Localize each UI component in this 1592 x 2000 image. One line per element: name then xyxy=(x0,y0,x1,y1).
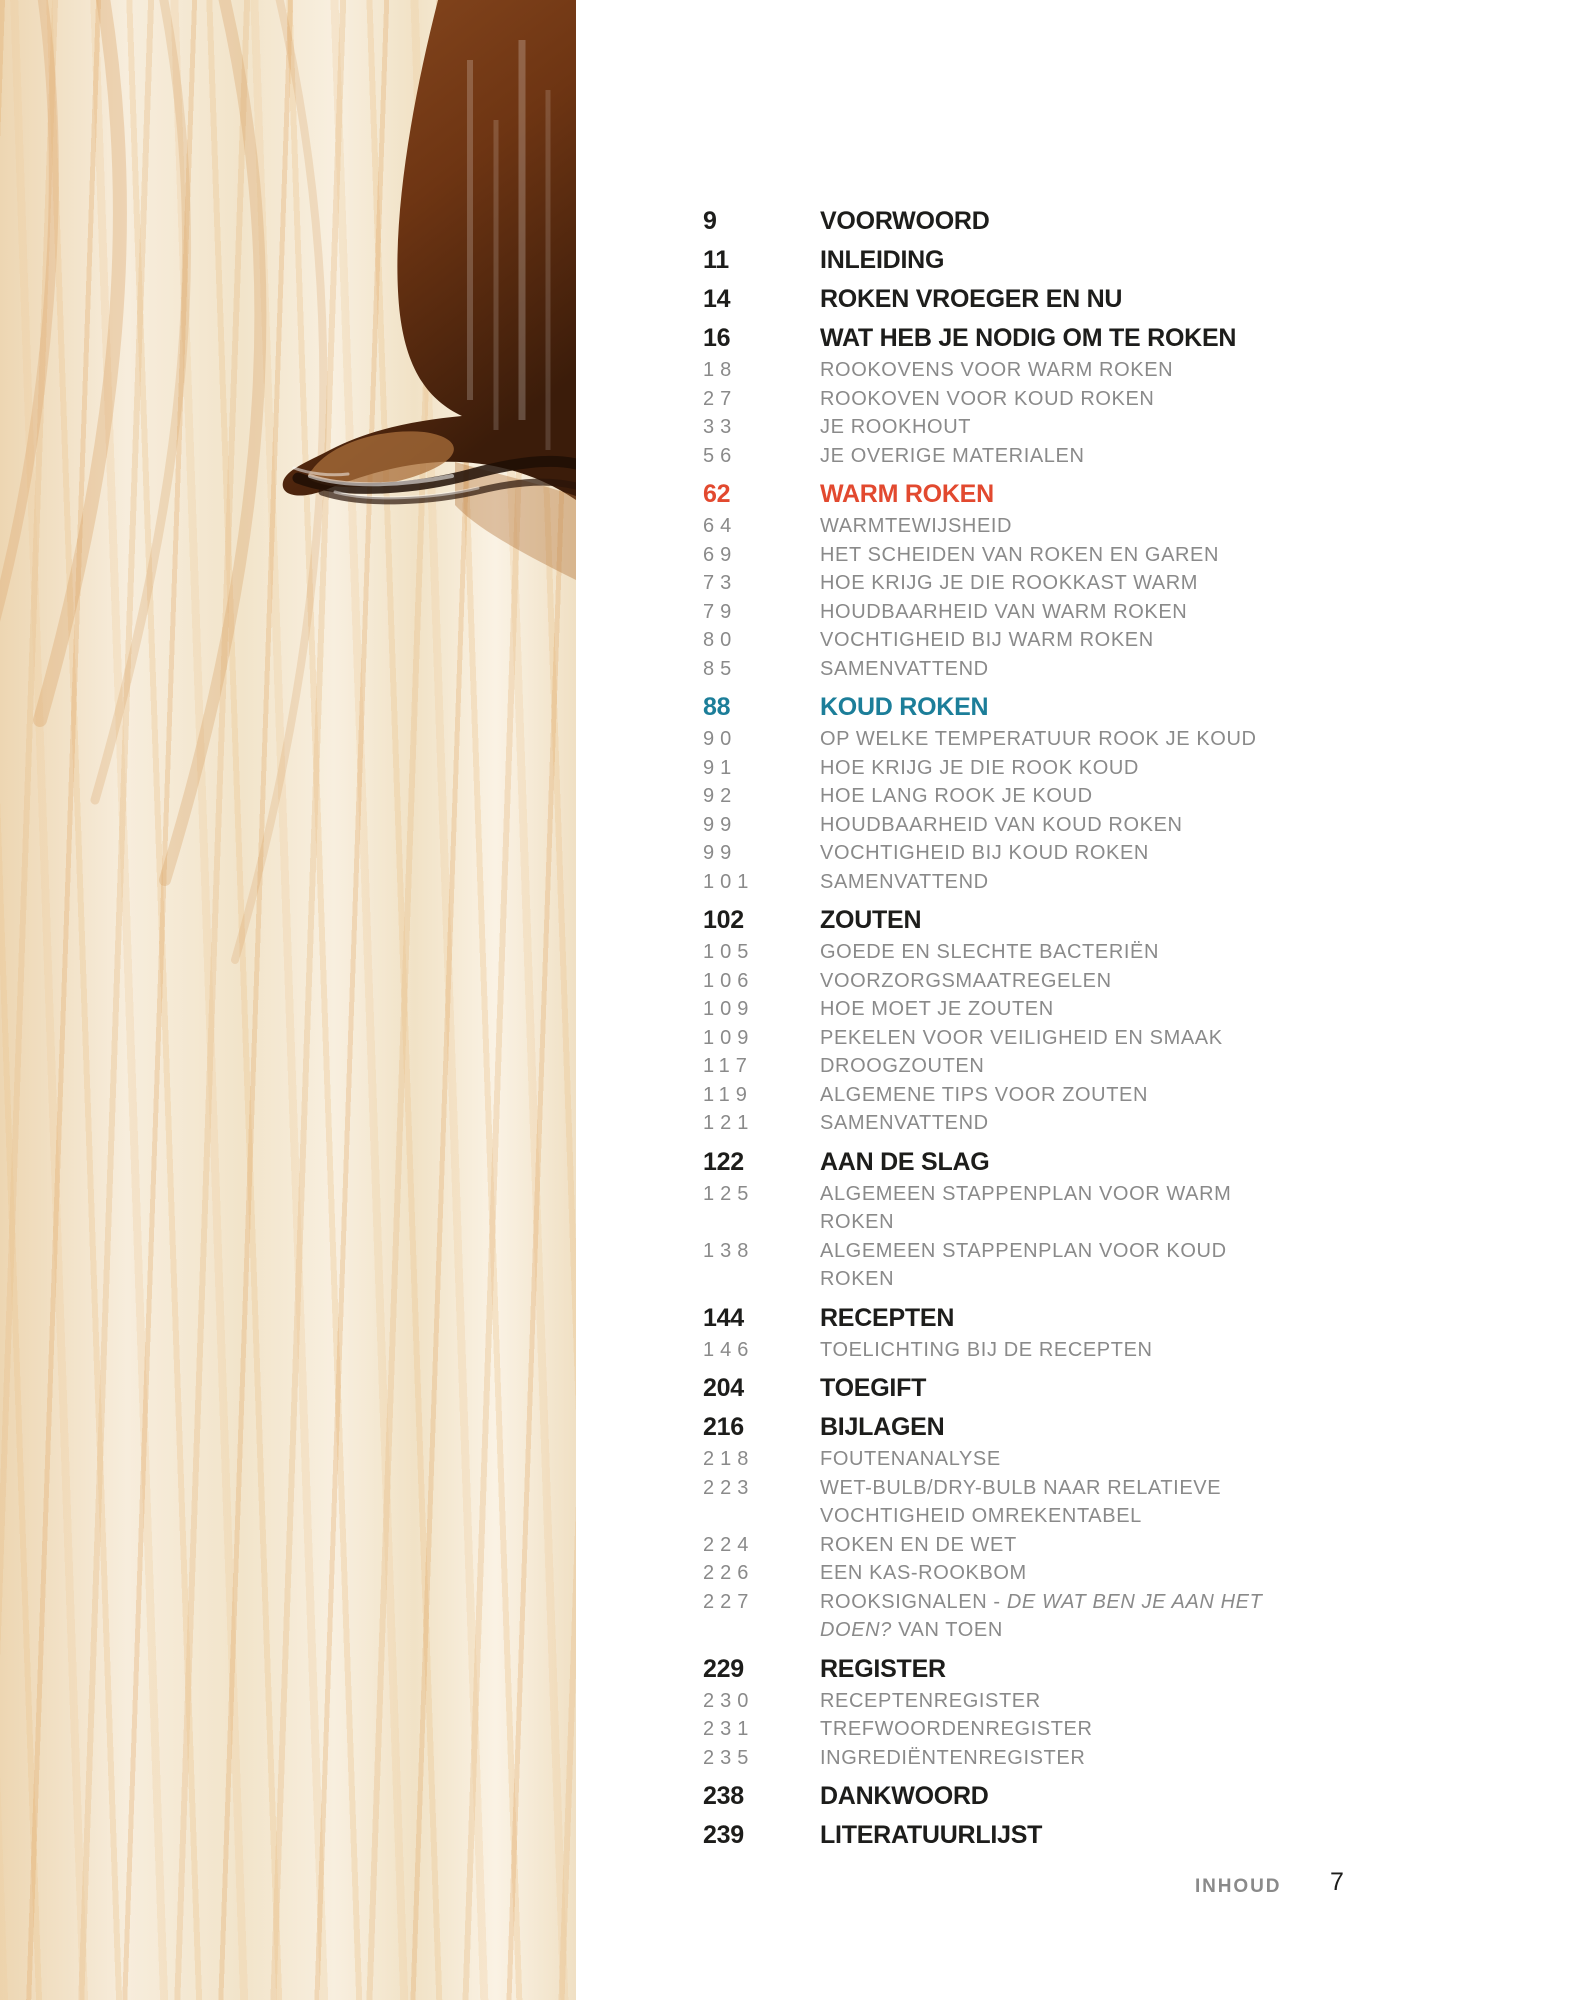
toc-subentry-row xyxy=(703,1531,1343,1560)
subentry-page-number: 109 xyxy=(703,998,755,1020)
subentry-title: HOE KRIJG JE DIE ROOK KOUD xyxy=(820,756,1139,779)
subentry-page-number: 85 xyxy=(703,657,738,680)
toc-subentry-row xyxy=(703,1445,1343,1474)
toc-subentry-row xyxy=(703,967,1343,996)
toc-subentry-row xyxy=(703,1474,1343,1531)
subentry-page-number: 33 xyxy=(703,416,738,438)
toc-subentry-row xyxy=(703,512,1343,541)
toc-subentry-row xyxy=(703,1237,1343,1294)
subentry-page-number: 27 xyxy=(703,387,738,410)
toc-subentry-row xyxy=(703,1024,1343,1053)
chapter-page-number: 239 xyxy=(703,1821,744,1849)
subentry-page-number: 105 xyxy=(703,941,755,963)
subentry-title: GOEDE EN SLECHTE BACTERIËN xyxy=(820,941,1159,963)
subentry-title: OP WELKE TEMPERATUUR ROOK JE KOUD xyxy=(820,728,1257,750)
toc-chapter-row xyxy=(703,1374,1343,1403)
footer-section-label: INHOUD xyxy=(1195,1876,1282,1897)
subentry-page-number: 69 xyxy=(703,543,738,566)
subentry-page-number: 227 xyxy=(703,1590,755,1613)
subentry-title: RECEPTENREGISTER xyxy=(820,1689,1041,1712)
chapter-title: RECEPTEN xyxy=(820,1303,955,1332)
subentry-page-number: 230 xyxy=(703,1689,755,1712)
chapter-page-number: 102 xyxy=(703,906,744,934)
subentry-page-number: 80 xyxy=(703,629,738,651)
toc-subentry-row xyxy=(703,938,1343,967)
subentry-title: WET-BULB/DRY-BULB NAAR RELATIEVE VOCHTIGHEID OMREKENTABEL xyxy=(820,1476,1222,1527)
toc-subentry-row xyxy=(703,1744,1343,1773)
wood-grain-illustration xyxy=(0,0,576,2000)
subentry-title: INGREDIËNTENREGISTER xyxy=(820,1746,1086,1769)
subentry-title: PEKELEN VOOR VEILIGHEID EN SMAAK xyxy=(820,1026,1223,1049)
chapter-title: REGISTER xyxy=(820,1654,946,1683)
toc-subentry-row xyxy=(703,1336,1343,1365)
subentry-title: ALGEMENE TIPS VOOR ZOUTEN xyxy=(820,1083,1149,1106)
chapter-title: AAN DE SLAG xyxy=(820,1147,990,1176)
subentry-page-number: 235 xyxy=(703,1746,755,1769)
chapter-title: ZOUTEN xyxy=(820,906,922,934)
toc-chapter-row xyxy=(703,906,1343,935)
subentry-page-number: 109 xyxy=(703,1026,755,1049)
subentry-title: FOUTENANALYSE xyxy=(820,1448,1001,1470)
toc-subentry-row xyxy=(703,1180,1343,1237)
toc-subentry-row xyxy=(703,413,1343,442)
subentry-page-number: 117 xyxy=(703,1055,753,1077)
toc-chapter-row xyxy=(703,324,1343,353)
subentry-title: DROOGZOUTEN xyxy=(820,1055,985,1077)
toc-subentry-row xyxy=(703,725,1343,754)
chapter-title: KOUD ROKEN xyxy=(820,693,989,721)
toc-subentry-row xyxy=(703,1109,1343,1138)
subentry-page-number: 121 xyxy=(703,1112,755,1134)
toc-subentry-row xyxy=(703,868,1343,897)
toc-chapter-row xyxy=(703,1821,1343,1850)
subentry-title: SAMENVATTEND xyxy=(820,1112,989,1134)
subentry-title: VOORZORGSMAATREGELEN xyxy=(820,969,1112,992)
toc-subentry-row xyxy=(703,385,1343,414)
chapter-page-number: 216 xyxy=(703,1413,744,1441)
toc-chapter-row xyxy=(703,1304,1343,1333)
chapter-title: LITERATUURLIJST xyxy=(820,1821,1043,1849)
subentry-page-number: 223 xyxy=(703,1476,755,1499)
subentry-title: SAMENVATTEND xyxy=(820,870,989,893)
chapter-title: INLEIDING xyxy=(820,246,945,274)
chapter-page-number: 229 xyxy=(703,1654,744,1683)
subentry-page-number: 79 xyxy=(703,600,738,623)
toc-subentry-row xyxy=(703,811,1343,840)
table-of-contents xyxy=(703,207,1343,1853)
wood-grain-arcs xyxy=(0,0,323,960)
toc-chapter-row xyxy=(703,207,1343,236)
toc-chapter-row xyxy=(703,1782,1343,1811)
subentry-title: SAMENVATTEND xyxy=(820,657,989,680)
subentry-page-number: 56 xyxy=(703,444,738,467)
toc-subentry-row xyxy=(703,995,1343,1024)
subentry-title: HOE KRIJG JE DIE ROOKKAST WARM xyxy=(820,572,1199,594)
subentry-title: TREFWOORDENREGISTER xyxy=(820,1718,1093,1740)
chapter-page-number: 122 xyxy=(703,1147,744,1176)
subentry-page-number: 138 xyxy=(703,1239,755,1262)
toc-chapter-row xyxy=(703,246,1343,275)
subentry-title: ROOKOVEN VOOR KOUD ROKEN xyxy=(820,387,1155,410)
subentry-page-number: 90 xyxy=(703,728,738,750)
toc-chapter-row xyxy=(703,1655,1343,1684)
subentry-title: TOELICHTING BIJ DE RECEPTEN xyxy=(820,1338,1153,1361)
toc-chapter-row xyxy=(703,480,1343,509)
toc-subentry-row xyxy=(703,541,1343,570)
toc-subentry-row xyxy=(703,626,1343,655)
toc-subentry-row xyxy=(703,356,1343,385)
subentry-page-number: 146 xyxy=(703,1338,755,1361)
toc-subentry-row xyxy=(703,655,1343,684)
subentry-page-number: 218 xyxy=(703,1448,755,1470)
subentry-page-number: 224 xyxy=(703,1533,755,1556)
toc-chapter-row xyxy=(703,693,1343,722)
chapter-page-number: 16 xyxy=(703,324,731,352)
subentry-page-number: 18 xyxy=(703,359,738,381)
toc-subentry-row xyxy=(703,1588,1343,1645)
subentry-title: HOE MOET JE ZOUTEN xyxy=(820,998,1054,1020)
subentry-page-number: 119 xyxy=(703,1083,753,1106)
toc-subentry-row xyxy=(703,1687,1343,1716)
subentry-title-segment: VAN TOEN xyxy=(891,1619,1003,1641)
chapter-page-number: 144 xyxy=(703,1303,744,1332)
chapter-page-number: 11 xyxy=(703,246,729,274)
toc-chapter-row xyxy=(703,1148,1343,1177)
toc-subentry-row xyxy=(703,782,1343,811)
toc-chapter-row xyxy=(703,285,1343,314)
subentry-title: VOCHTIGHEID BIJ KOUD ROKEN xyxy=(820,842,1149,864)
chapter-title: DANKWOORD xyxy=(820,1782,989,1810)
chapter-title: WARM ROKEN xyxy=(820,480,994,508)
toc-subentry-row xyxy=(703,1052,1343,1081)
subentry-title: HOE LANG ROOK JE KOUD xyxy=(820,785,1093,807)
subentry-page-number: 101 xyxy=(703,870,755,893)
subentry-page-number: 91 xyxy=(703,756,738,779)
subentry-page-number: 99 xyxy=(703,813,738,836)
chapter-page-number: 9 xyxy=(703,207,717,235)
subentry-title-segment: ROOKSIGNALEN - xyxy=(820,1590,1007,1613)
subentry-title: ROOKOVENS VOOR WARM ROKEN xyxy=(820,359,1174,381)
wood-plank-photo xyxy=(0,0,576,2000)
toc-subentry-row xyxy=(703,1559,1343,1588)
chapter-page-number: 204 xyxy=(703,1374,744,1402)
subentry-title: JE OVERIGE MATERIALEN xyxy=(820,444,1085,467)
chapter-title: ROKEN VROEGER EN NU xyxy=(820,285,1123,313)
subentry-title: HET SCHEIDEN VAN ROKEN EN GAREN xyxy=(820,543,1220,566)
toc-subentry-row xyxy=(703,754,1343,783)
subentry-title: HOUDBAARHEID VAN WARM ROKEN xyxy=(820,600,1188,623)
subentry-title xyxy=(820,1588,1290,1645)
subentry-title: WARMTEWIJSHEID xyxy=(820,515,1013,537)
toc-subentry-row xyxy=(703,442,1343,471)
subentry-page-number: 125 xyxy=(703,1182,755,1205)
subentry-page-number: 73 xyxy=(703,572,738,594)
toc-subentry-row xyxy=(703,839,1343,868)
subentry-page-number: 106 xyxy=(703,969,755,992)
chapter-title: BIJLAGEN xyxy=(820,1413,945,1441)
toc-subentry-row xyxy=(703,569,1343,598)
subentry-page-number: 226 xyxy=(703,1562,755,1584)
chapter-title: VOORWOORD xyxy=(820,207,990,235)
subentry-page-number: 92 xyxy=(703,785,738,807)
subentry-title: JE ROOKHOUT xyxy=(820,416,972,438)
subentry-title: VOCHTIGHEID BIJ WARM ROKEN xyxy=(820,629,1154,651)
subentry-page-number: 231 xyxy=(703,1718,755,1740)
subentry-title-segment: DE WAT BEN JE AAN HET DOEN? xyxy=(820,1590,1263,1641)
chapter-title: TOEGIFT xyxy=(820,1374,927,1402)
chapter-page-number: 62 xyxy=(703,480,731,508)
toc-subentry-row xyxy=(703,1081,1343,1110)
toc-subentry-row xyxy=(703,1715,1343,1744)
toc-subentry-row xyxy=(703,598,1343,627)
subentry-title: HOUDBAARHEID VAN KOUD ROKEN xyxy=(820,813,1183,836)
subentry-page-number: 64 xyxy=(703,515,738,537)
subentry-page-number: 99 xyxy=(703,842,738,864)
subentry-title: ALGEMEEN STAPPENPLAN VOOR KOUD ROKEN xyxy=(820,1239,1227,1290)
footer-page-number: 7 xyxy=(1330,1868,1344,1896)
chapter-page-number: 14 xyxy=(703,285,731,313)
chapter-title: WAT HEB JE NODIG OM TE ROKEN xyxy=(820,324,1237,352)
toc-chapter-row xyxy=(703,1413,1343,1442)
chapter-page-number: 88 xyxy=(703,693,731,721)
subentry-title: ALGEMEEN STAPPENPLAN VOOR WARM ROKEN xyxy=(820,1182,1232,1233)
subentry-title: EEN KAS-ROOKBOM xyxy=(820,1562,1027,1584)
chapter-page-number: 238 xyxy=(703,1782,744,1810)
subentry-title: ROKEN EN DE WET xyxy=(820,1533,1017,1556)
